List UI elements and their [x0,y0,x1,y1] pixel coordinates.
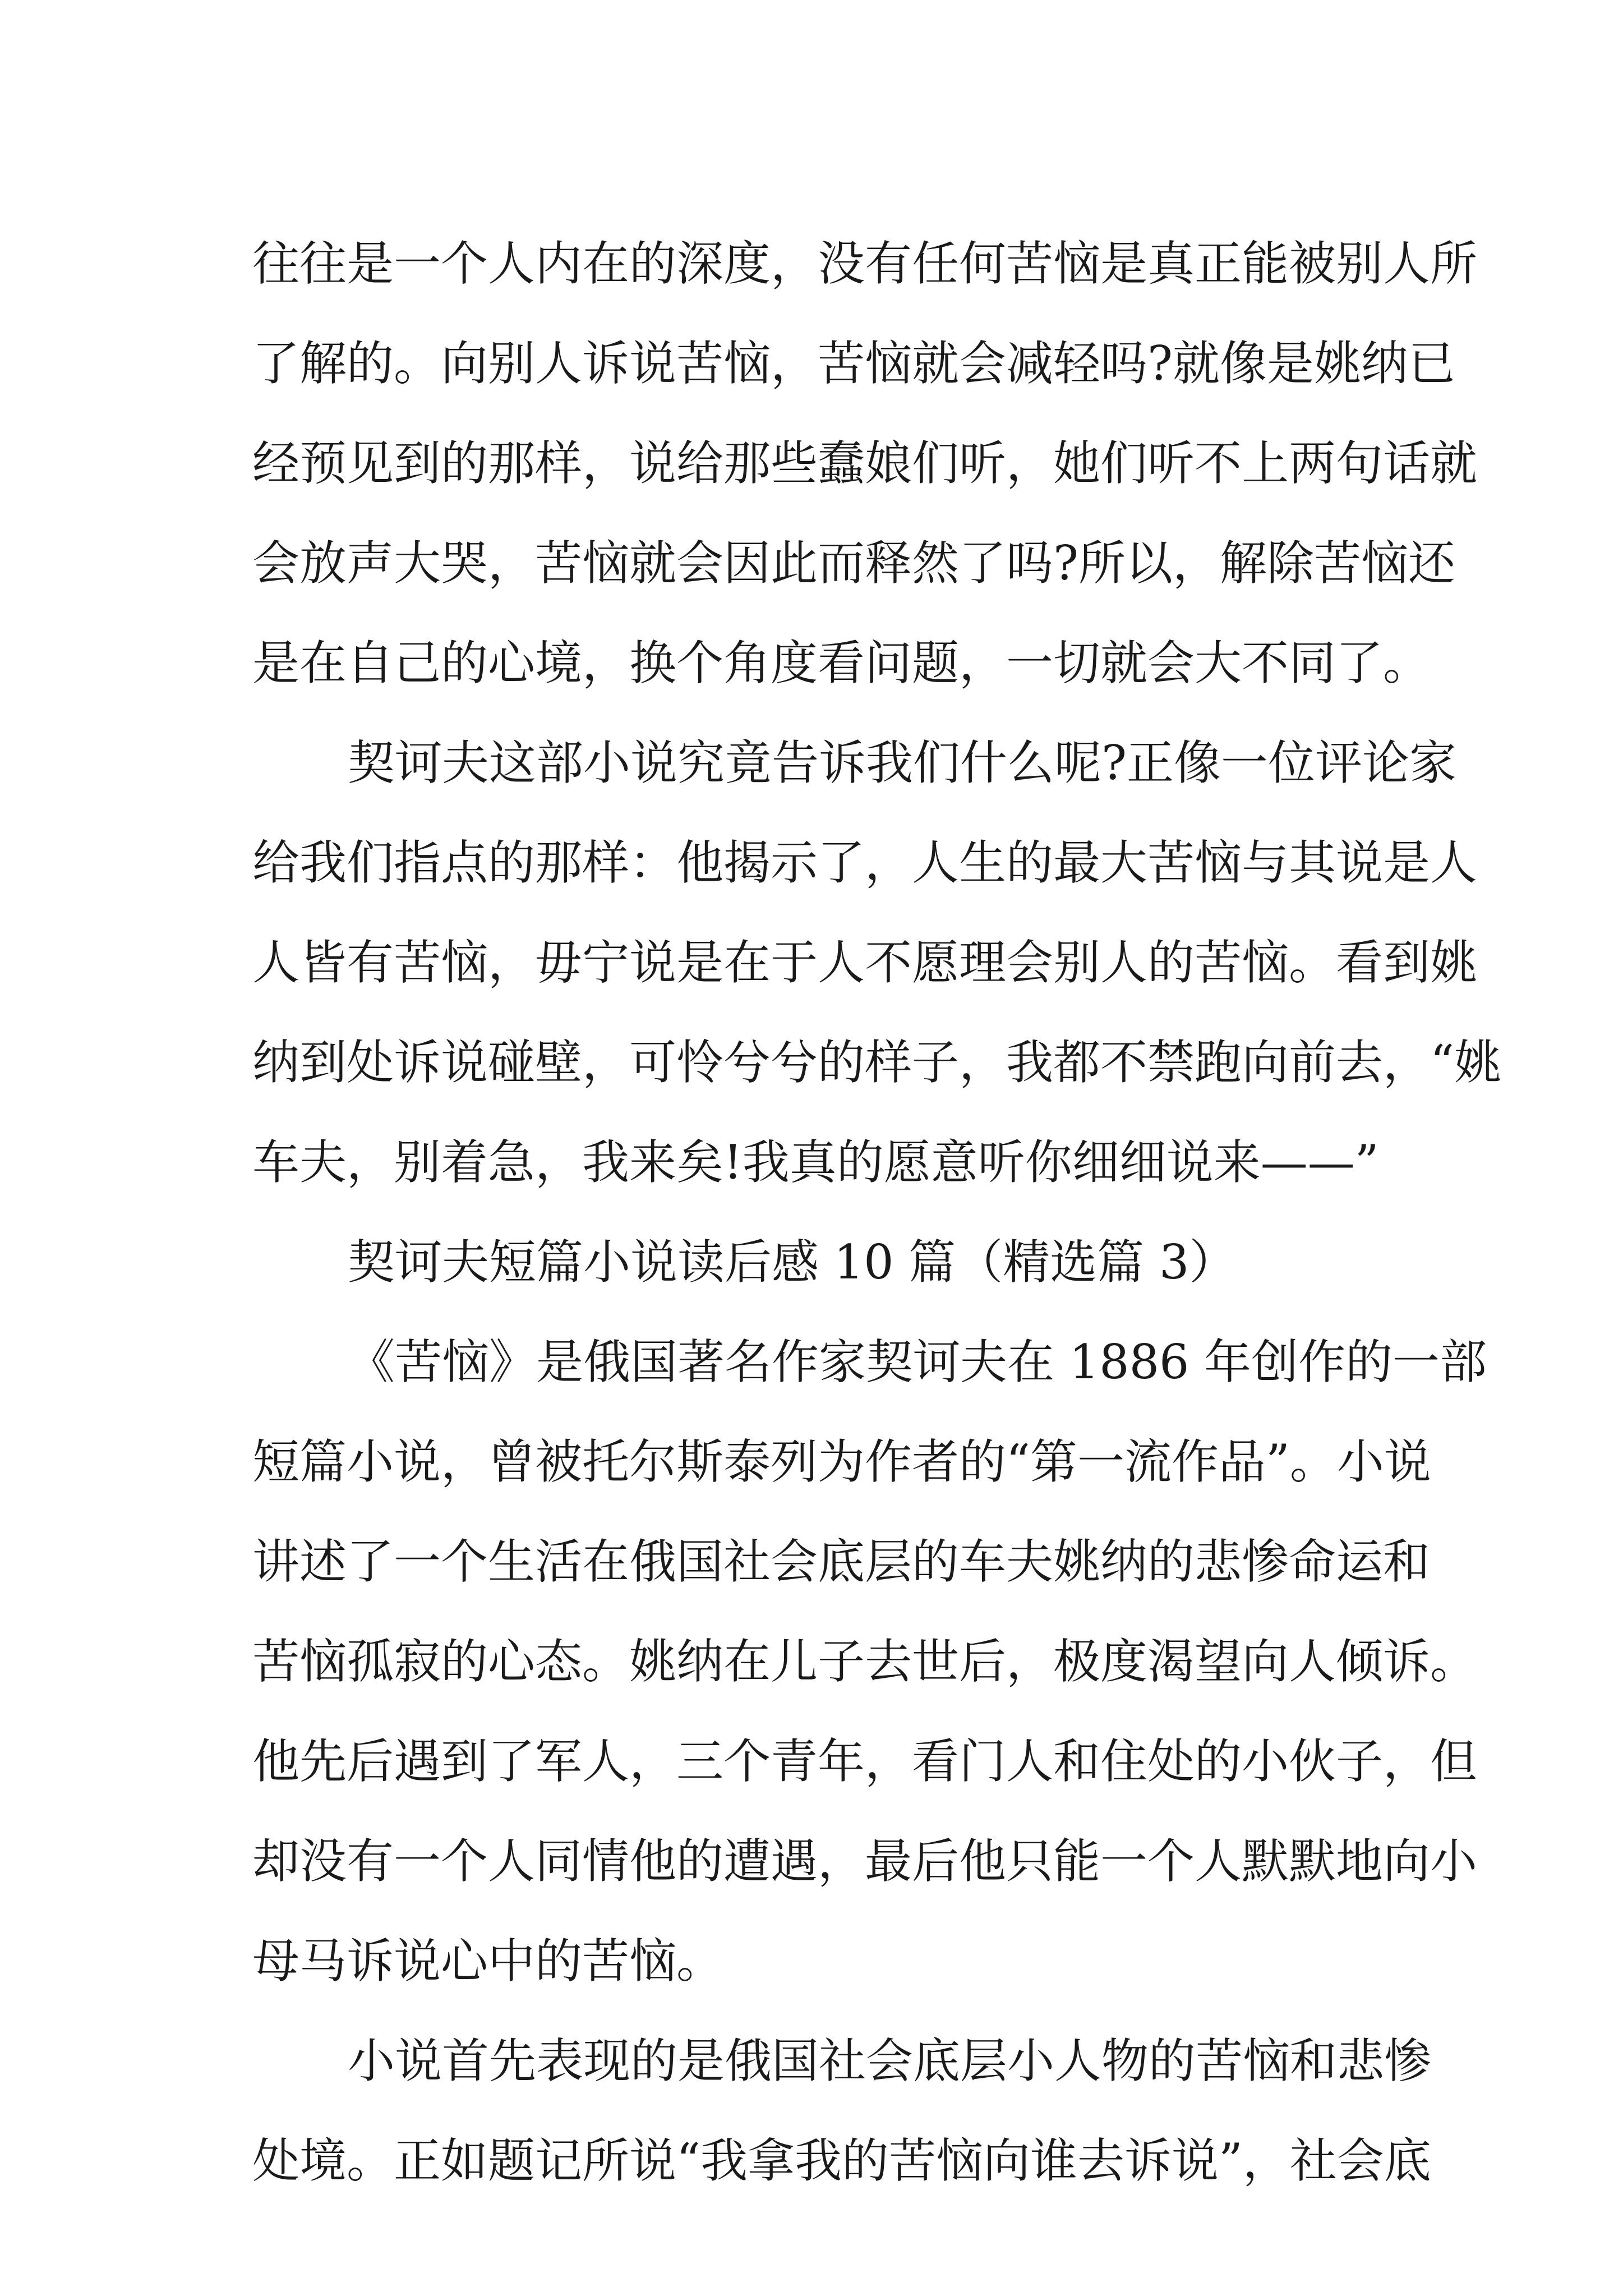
paragraph-first-line: 小说首先表现的是俄国社会底层小人物的苦恼和悲惨 [348,2033,1432,2088]
text-line: 苦恼孤寂的心态。姚纳在儿子去世后，极度渴望向人倾诉。 [252,1634,1478,1689]
text-line: 处境。正如题记所说“我拿我的苦恼向谁去诉说”，社会底 [252,2133,1431,2188]
text-line: 往往是一个人内在的深度，没有任何苦恼是真正能被别人所 [252,236,1478,291]
text-line: 给我们指点的那样：他揭示了，人生的最大苦恼与其说是人 [252,835,1478,890]
text-line: 他先后遇到了军人，三个青年，看门人和住处的小伙子，但 [252,1734,1478,1789]
text-line: 是在自己的心境，换个角度看问题，一切就会大不同了。 [252,636,1431,691]
section-heading: 契诃夫短篇小说读后感 10 篇（精选篇 3） [348,1235,1237,1290]
text-line: 车夫，别着急，我来矣!我真的愿意听你细细说来——” [252,1135,1379,1190]
text-line: 了解的。向别人诉说苦恼，苦恼就会减轻吗?就像是姚纳已 [252,336,1456,391]
paragraph-first-line: 契诃夫这部小说究竟告诉我们什么呢?正像一位评论家 [348,735,1457,790]
text-line: 经预见到的那样，说给那些蠢娘们听，她们听不上两句话就 [252,436,1478,491]
text-line: 讲述了一个生活在俄国社会底层的车夫姚纳的悲惨命运和 [252,1534,1431,1589]
text-line: 短篇小说，曾被托尔斯泰列为作者的“第一流作品”。小说 [252,1434,1431,1489]
text-line: 却没有一个人同情他的遭遇，最后他只能一个人默默地向小 [252,1834,1478,1889]
text-line: 会放声大哭，苦恼就会因此而释然了吗?所以，解除苦恼还 [252,536,1456,591]
text-line: 人皆有苦恼，毋宁说是在于人不愿理会别人的苦恼。看到姚 [252,935,1478,990]
text-line: 纳到处诉说碰壁，可怜兮兮的样子，我都不禁跑向前去，“姚 [252,1035,1501,1090]
paragraph-first-line: 《苦恼》是俄国著名作家契诃夫在 1886 年创作的一部 [348,1335,1487,1389]
text-line: 母马诉说心中的苦恼。 [252,1934,724,1989]
